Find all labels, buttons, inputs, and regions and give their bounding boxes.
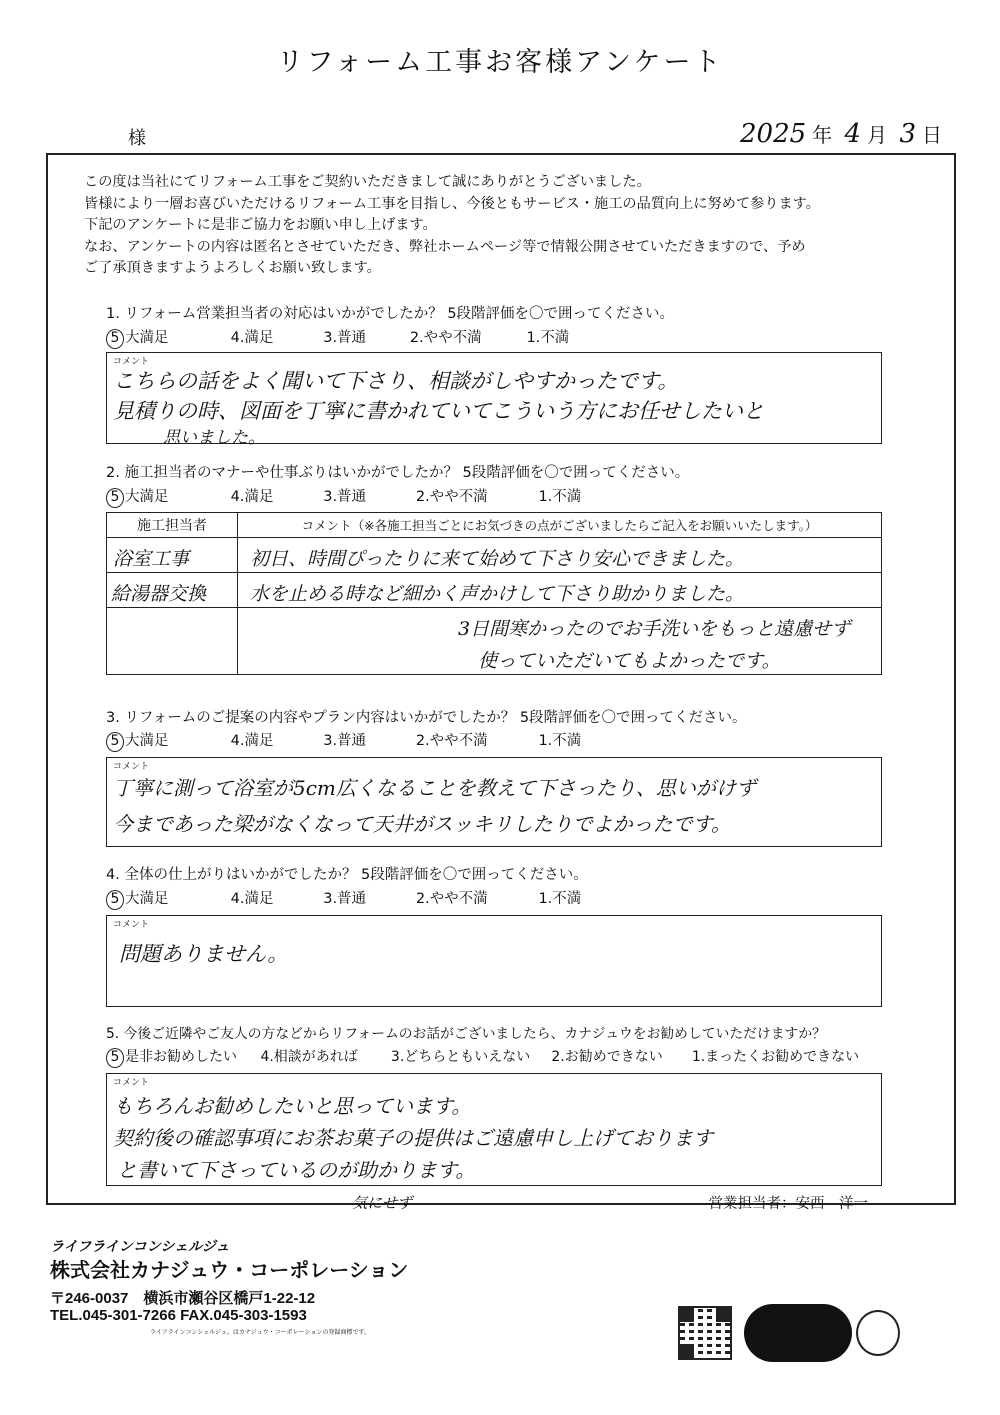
staff-name: 給湯器交換 — [111, 583, 207, 605]
qr-code-icon[interactable] — [678, 1306, 732, 1360]
staff-name-cell[interactable] — [107, 608, 238, 675]
staff-name-cell[interactable] — [107, 573, 238, 608]
q5-comment-line: 契約後の確認事項にお茶お菓子の提供はご遠慮申し上げております — [113, 1126, 713, 1150]
q4-option[interactable]: 4.満足 — [230, 891, 274, 907]
q2-question: 2. 施工担当者のマナーや仕事ぶりはいかがでしたか？ 5段階評価を〇で囲ってください。 — [106, 465, 690, 481]
q2-option[interactable]: 2.やや不満 — [415, 489, 488, 505]
q5-question: 5. 今後ご近隣やご友人の方などからリフォームのお話がございましたら、カナジュウをお勧めしていただけますか？ — [106, 1026, 826, 1042]
q4-comment-line: 問題ありません。 — [119, 942, 289, 966]
q3-question: 3. リフォームのご提案の内容やプラン内容はいかがでしたか？ 5段階評価を〇で囲ってください。 — [106, 710, 747, 726]
q4-option[interactable]: 1.不満 — [538, 891, 582, 907]
q5-option[interactable]: 4.相談があれば — [260, 1049, 358, 1065]
q5-insert-note: 気にせず — [352, 1194, 413, 1212]
q1-option[interactable]: 2.やや不満 — [409, 330, 482, 346]
staff-name-cell[interactable] — [107, 538, 238, 573]
q5-option[interactable]: 1.まったくお勧めできない — [691, 1049, 860, 1065]
q1-option[interactable]: 4.満足 — [230, 330, 274, 346]
footer-trademark: ライフラインコンシェルジュ。はカナジュウ・コーポレーションの登録商標です。 — [150, 1330, 370, 1336]
sales-rep-name: 安西 洋一 — [795, 1196, 868, 1212]
comment-label: コメント — [113, 357, 150, 367]
q3-option[interactable]: 1.不満 — [538, 733, 582, 749]
sales-rep-label: 営業担当者： — [708, 1196, 796, 1212]
q5-option[interactable]: 2.お勧めできない — [551, 1049, 663, 1065]
staff-header-name: 施工担当者 — [107, 513, 238, 538]
staff-comment-cell[interactable] — [238, 538, 882, 573]
date-year-unit: 年 — [812, 123, 833, 147]
q1-comment-line: 思いました。 — [163, 428, 265, 448]
q4-option[interactable]: 3.普通 — [323, 891, 367, 907]
q3-comment-line: 今まであった梁がなくなって天井がスッキリしたりでよかったです。 — [113, 812, 731, 836]
staff-comment: 初日、時間ぴったりに来て始めて下さり安心できました。 — [250, 548, 745, 570]
intro-line: 下記のアンケートに是非ご協力をお願い申し上げます。 — [84, 217, 437, 233]
comment-label: コメント — [113, 762, 150, 772]
footer-phone: TEL.045-301-7266 FAX.045-303-1593 — [50, 1307, 307, 1324]
date-year: 2025 — [740, 119, 807, 149]
staff-comment-cell[interactable] — [238, 573, 882, 608]
q4-comment-box[interactable] — [106, 915, 882, 1007]
q5-comment-line: と書いて下さっているのが助かります。 — [117, 1158, 476, 1182]
q1-selected-circle[interactable]: 5 — [106, 329, 124, 349]
staff-header-comment: コメント（※各施工担当ごとにお気づきの点がございましたらご記入をお願いいたします。） — [238, 513, 882, 538]
date-month: 4 — [844, 119, 862, 149]
q3-options — [106, 729, 581, 752]
intro-line: 皆様により一層お喜びいただけるリフォーム工事を目指し、今後ともサービス・施工の品質向上に努めて参ります。 — [84, 195, 820, 212]
q3-option[interactable]: 4.満足 — [230, 733, 274, 749]
staff-name: 浴室工事 — [113, 548, 190, 570]
q3-option[interactable]: 大満足 — [125, 733, 169, 749]
date-field — [734, 119, 942, 149]
intro-line: この度は当社にてリフォーム工事をご契約いただきまして誠にありがとうございました。 — [84, 174, 651, 190]
date-month-unit: 月 — [867, 123, 888, 147]
q5-comment-line: もちろんお勧めしたいと思っています。 — [113, 1094, 472, 1118]
q5-option[interactable]: 3.どちらともいえない — [390, 1049, 531, 1065]
staff-comment-table — [106, 512, 882, 675]
staff-comment: 水を止める時など細かく声かけして下さり助かりました。 — [250, 583, 745, 605]
comment-label: コメント — [113, 1078, 150, 1088]
q2-option[interactable]: 大満足 — [125, 489, 169, 505]
q5-options — [106, 1046, 859, 1068]
q3-option[interactable]: 2.やや不満 — [415, 733, 488, 749]
q3-option[interactable]: 3.普通 — [323, 733, 367, 749]
staff-comment-cell[interactable] — [238, 608, 882, 675]
intro-text — [84, 172, 934, 280]
q4-option[interactable]: 2.やや不満 — [415, 891, 488, 907]
q4-options — [106, 887, 581, 910]
staff-comment-overflow: 使っていただいてもよかったです。 — [478, 650, 781, 672]
q5-option[interactable]: 是非お勧めしたい — [125, 1049, 237, 1065]
intro-line: なお、アンケートの内容は匿名とさせていただき、弊社ホームページ等で情報公開させていただきますので、予め — [84, 238, 806, 255]
q3-comment-line: 丁寧に測って浴室が5cm広くなることを教えて下さったり、思いがけず — [113, 776, 756, 800]
q1-comment-line: こちらの話をよく聞いて下さり、相談がしやすかったです。 — [113, 369, 679, 393]
q3-comment-box[interactable] — [106, 757, 882, 847]
q1-question: 1. リフォーム営業担当者の対応はいかがでしたか？ 5段階評価を〇で囲ってください。 — [106, 306, 675, 322]
page-title: リフォーム工事お客様アンケート — [276, 47, 724, 78]
q5-comment-box[interactable] — [106, 1073, 882, 1186]
footer-tagline: ライフラインコンシェルジュ — [50, 1238, 230, 1254]
comment-label: コメント — [113, 920, 150, 930]
mascot-icon — [856, 1310, 900, 1356]
date-day-unit: 日 — [922, 123, 942, 147]
sales-rep — [709, 1192, 869, 1213]
date-day: 3 — [899, 119, 916, 149]
q1-comment-line: 見積りの時、図面を丁寧に書かれていてこういう方にお任せしたいと — [113, 399, 764, 423]
staff-comment: 3日間寒かったのでお手洗いをもっと遠慮せず — [458, 618, 851, 640]
q2-selected-circle[interactable]: 5 — [106, 488, 124, 508]
footer-address: 〒246-0037 横浜市瀬谷区橋戸1-22-12 — [50, 1290, 316, 1307]
q4-question: 4. 全体の仕上がりはいかがでしたか？ 5段階評価を〇で囲ってください。 — [106, 867, 588, 883]
q1-option[interactable]: 3.普通 — [323, 330, 367, 346]
q1-option[interactable]: 1.不満 — [526, 330, 570, 346]
q1-options — [106, 326, 569, 349]
intro-line: ご了承頂きますようよろしくお願い致します。 — [84, 260, 381, 276]
q2-option[interactable]: 3.普通 — [323, 489, 367, 505]
q2-options — [106, 485, 581, 508]
q1-comment-box[interactable] — [106, 352, 882, 448]
q4-option[interactable]: 大満足 — [125, 891, 169, 907]
q5-selected-circle[interactable]: 5 — [106, 1048, 124, 1068]
q1-option[interactable]: 大満足 — [125, 330, 169, 346]
q3-selected-circle[interactable]: 5 — [106, 732, 124, 752]
speech-bubble-logo — [744, 1304, 852, 1362]
q4-selected-circle[interactable]: 5 — [106, 890, 124, 910]
q2-option[interactable]: 4.満足 — [230, 489, 274, 505]
q2-option[interactable]: 1.不満 — [538, 489, 582, 505]
customer-suffix: 様 — [128, 128, 146, 149]
footer-company: 株式会社カナジュウ・コーポレーション — [50, 1260, 409, 1282]
